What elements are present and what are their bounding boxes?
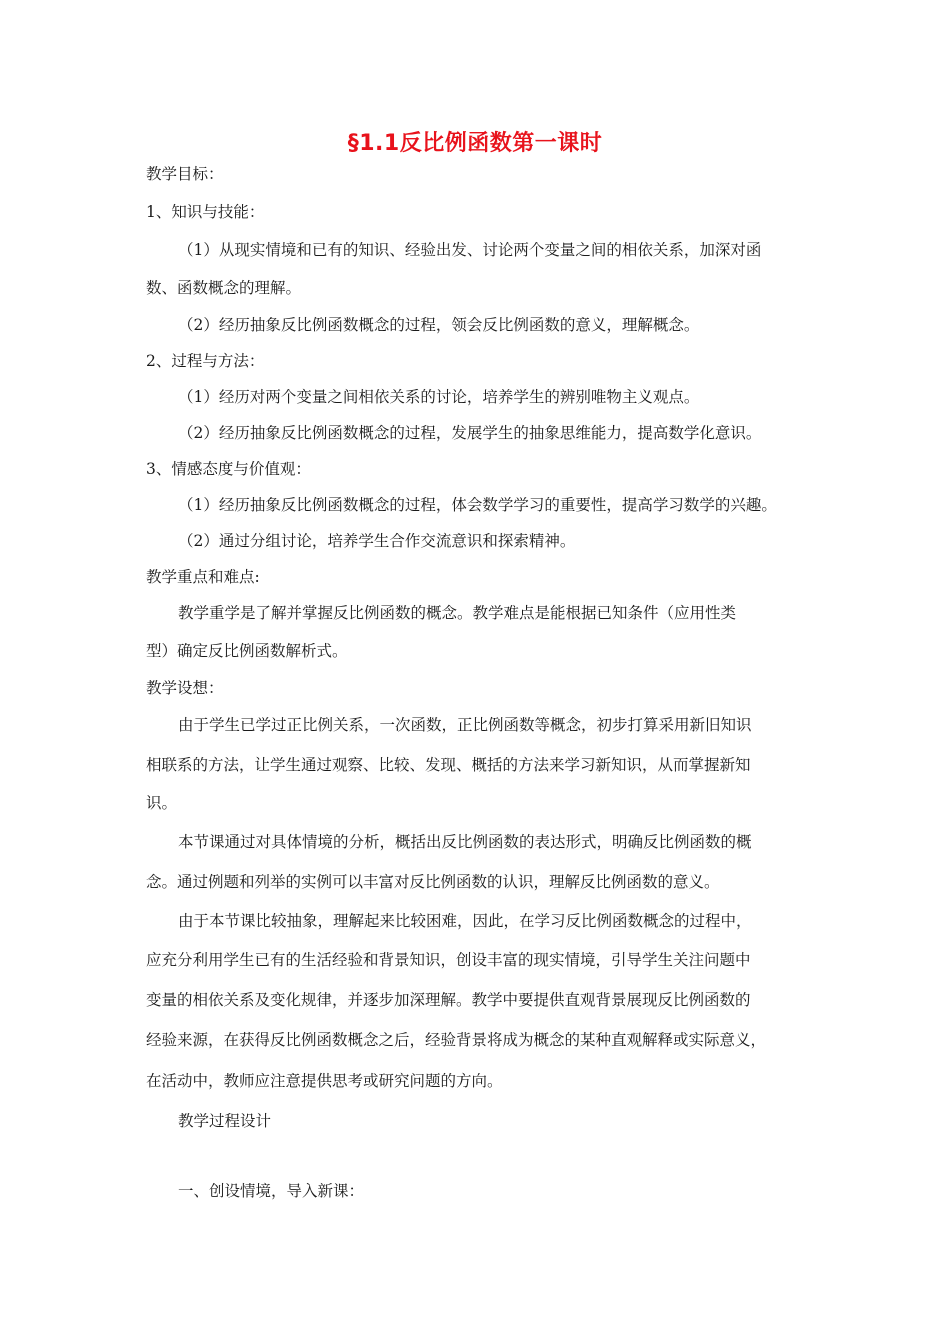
paragraph-line: 由于学生已学过正比例关系，一次函数，正比例函数等概念，初步打算采用新旧知识: [178, 716, 752, 734]
heading-process-design: 教学过程设计: [178, 1112, 272, 1130]
paragraph-line: 型）确定反比例函数解析式。: [146, 642, 348, 660]
heading-knowledge-skills: 1、知识与技能：: [146, 203, 265, 221]
heading-emotion-values: 3、情感态度与价值观：: [146, 460, 311, 478]
paragraph-line: （2）经历抽象反比例函数概念的过程，领会反比例函数的意义，理解概念。: [178, 316, 700, 334]
paragraph-line: 教学重学是了解并掌握反比例函数的概念。教学难点是能根据已知条件（应用性类: [178, 604, 737, 622]
heading-teaching-ideas: 教学设想：: [146, 679, 224, 697]
document-title: §1.1反比例函数第一课时: [347, 131, 603, 156]
paragraph-line: （1）经历抽象反比例函数概念的过程，体会数学学习的重要性，提高学习数学的兴趣。: [178, 496, 777, 514]
paragraph-line: 相联系的方法，让学生通过观察、比较、发现、概括的方法来学习新知识，从而掌握新知: [146, 756, 751, 774]
paragraph-line: （2）通过分组讨论，培养学生合作交流意识和探索精神。: [178, 532, 576, 550]
paragraph-line: 经验来源，在获得反比例函数概念之后，经验背景将成为概念的某种直观解释或实际意义，: [146, 1031, 767, 1049]
paragraph-line: 变量的相依关系及变化规律，并逐步加深理解。教学中要提供直观背景展现反比例函数的: [146, 991, 751, 1009]
heading-process-method: 2、过程与方法：: [146, 352, 265, 370]
paragraph-line: 数、函数概念的理解。: [146, 279, 302, 297]
paragraph-line: （1）经历对两个变量之间相依关系的讨论，培养学生的辨别唯物主义观点。: [178, 388, 700, 406]
heading-teaching-goals: 教学目标：: [146, 165, 224, 183]
paragraph-line: （1）从现实情境和已有的知识、经验出发、讨论两个变量之间的相依关系，加深对函: [178, 241, 762, 259]
paragraph-line: 应充分利用学生已有的生活经验和背景知识，创设丰富的现实情境，引导学生关注问题中: [146, 951, 751, 969]
paragraph-line: 在活动中，教师应注意提供思考或研究问题的方向。: [146, 1072, 503, 1090]
paragraph-line: （2）经历抽象反比例函数概念的过程，发展学生的抽象思维能力，提高数学化意识。: [178, 424, 762, 442]
paragraph-line: 念。通过例题和列举的实例可以丰富对反比例函数的认识，理解反比例函数的意义。: [146, 873, 720, 891]
paragraph-line: 识。: [146, 794, 178, 812]
heading-section-one: 一、创设情境，导入新课：: [178, 1182, 365, 1200]
paragraph-line: 由于本节课比较抽象，理解起来比较困难，因此，在学习反比例函数概念的过程中，: [178, 912, 752, 930]
paragraph-line: 本节课通过对具体情境的分析，概括出反比例函数的表达形式，明确反比例函数的概: [178, 833, 752, 851]
heading-key-points: 教学重点和难点:: [146, 568, 260, 586]
